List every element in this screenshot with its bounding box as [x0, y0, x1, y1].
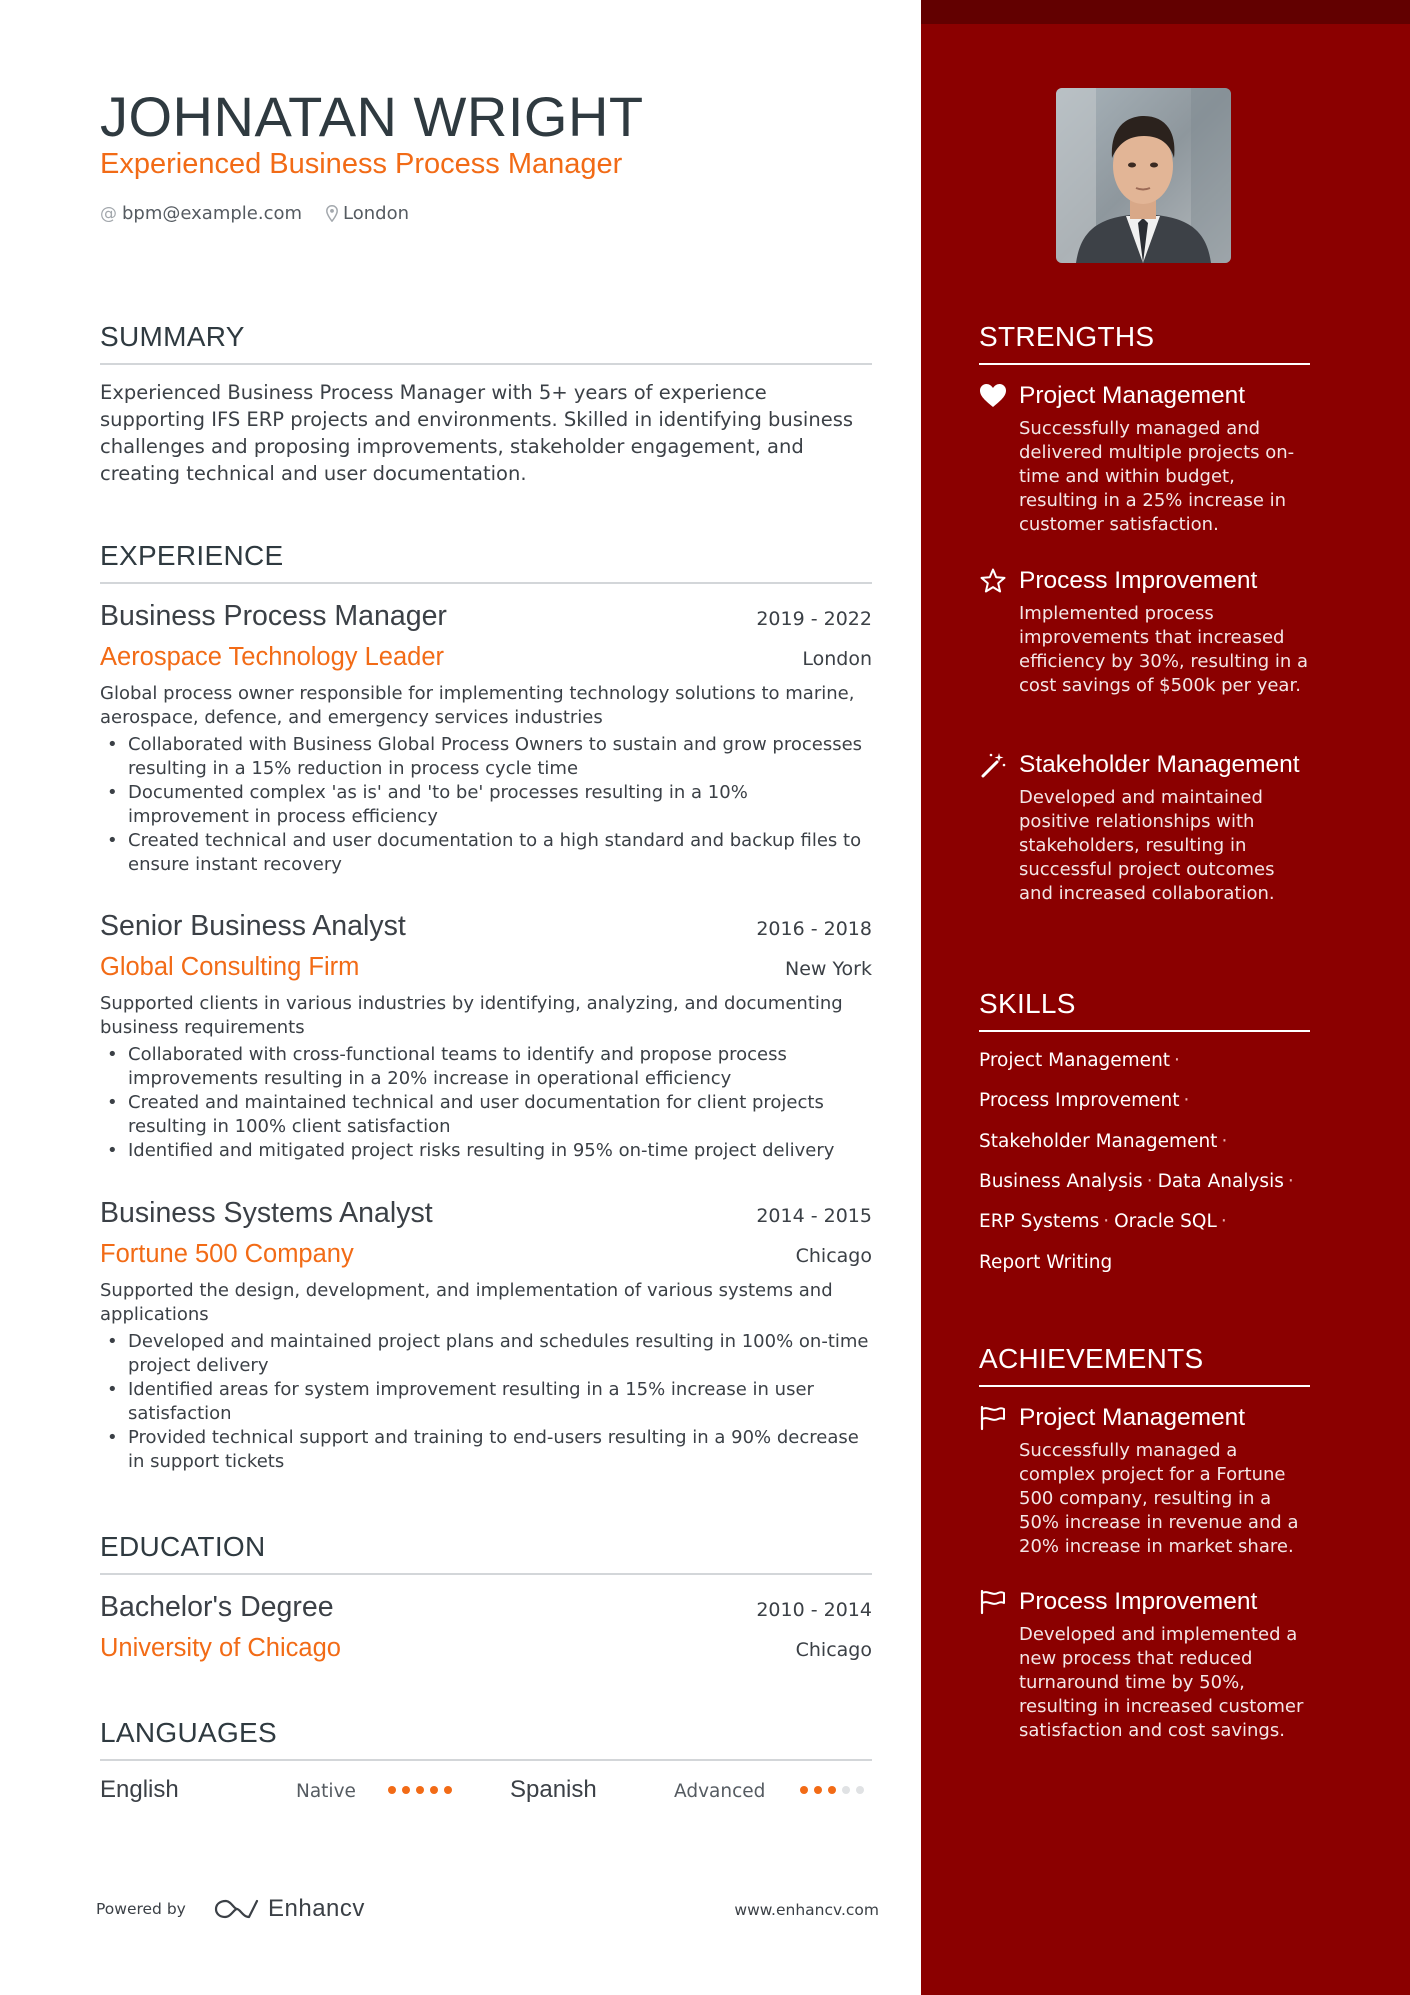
skill-line: [979, 1252, 1112, 1273]
sidebar-top-bar: [921, 0, 1410, 24]
email-text: bpm@example.com: [122, 203, 303, 224]
rating-dot-filled: [800, 1786, 808, 1794]
strength-description: Implemented process improvements that increased efficiency by 30%, resulting in a cost savings of $500k per year.: [1019, 603, 1309, 696]
experience-section: [100, 539, 872, 584]
job-title: Business Process Manager: [100, 600, 447, 632]
skill-line: [979, 1050, 1185, 1071]
strengths-title: STRENGTHS: [979, 321, 1155, 352]
skill-separator: ·: [1220, 1211, 1227, 1232]
language-rating: [388, 1786, 458, 1794]
job-bullets: [100, 733, 872, 877]
job-entry: [100, 599, 872, 877]
section-divider: [979, 363, 1310, 365]
skill-line: [979, 1171, 1299, 1192]
job-title: Business Systems Analyst: [100, 1197, 433, 1229]
skill-line: [979, 1090, 1194, 1111]
section-divider: [100, 363, 872, 365]
strength-title: Stakeholder Management: [1019, 751, 1300, 778]
strengths-list: [979, 381, 1310, 904]
job-location: New York: [784, 958, 872, 980]
candidate-headline: Experienced Business Process Manager: [100, 148, 623, 180]
strength-title: Process Improvement: [1019, 567, 1258, 594]
enhancv-logo-icon: [214, 1897, 260, 1921]
flag-icon: [979, 1404, 1007, 1432]
job-location: London: [802, 648, 872, 670]
rating-dot-filled: [430, 1786, 438, 1794]
job-bullet: • Identified areas for system improvement resulting in a 15% increase in user satisfaction: [100, 1378, 872, 1426]
languages-title: LANGUAGES: [100, 1717, 277, 1748]
experience-title: EXPERIENCE: [100, 540, 284, 571]
summary-title: SUMMARY: [100, 321, 245, 352]
email-contact[interactable]: [100, 203, 302, 224]
school-name: University of Chicago: [100, 1634, 341, 1662]
job-bullet: • Created and maintained technical and user documentation for client projects resulting in 100% client satisfaction: [100, 1091, 872, 1139]
skill-separator: ·: [1146, 1171, 1153, 1192]
job-bullet: • Developed and maintained project plans and schedules resulting in 100% on-time project delivery: [100, 1330, 872, 1378]
footer: [96, 1895, 879, 1925]
achievement-description: Developed and implemented a new process that reduced turnaround time by 50%, resulting in increased customer satisfaction and cost savings.: [1019, 1624, 1304, 1741]
brand-name: Enhancv: [268, 1895, 365, 1922]
powered-by-text: Powered by: [96, 1900, 186, 1918]
skill-tag: Process Improvement: [979, 1090, 1180, 1111]
achievements-list: [979, 1403, 1310, 1741]
sidebar: [921, 0, 1410, 1995]
job-dates: 2019 - 2022: [756, 608, 872, 630]
skills-title: SKILLS: [979, 988, 1076, 1019]
strength-item: [979, 750, 1310, 906]
job-bullet: • Created technical and user documentation to a high standard and backup files to ensure instant recovery: [100, 829, 872, 877]
heart-icon: [979, 382, 1007, 410]
language-name: English: [100, 1776, 179, 1803]
skill-separator: ·: [1183, 1090, 1190, 1111]
section-divider: [979, 1385, 1310, 1387]
language-name: Spanish: [510, 1776, 597, 1803]
skill-tag: Stakeholder Management: [979, 1131, 1218, 1152]
job-entry: [100, 909, 872, 1163]
achievement-item: [979, 1403, 1310, 1559]
contact-info: [100, 203, 433, 224]
language-rating: [800, 1786, 870, 1794]
job-dates: 2016 - 2018: [756, 918, 872, 940]
skill-tag: Project Management: [979, 1050, 1171, 1071]
skill-separator: ·: [1221, 1131, 1228, 1152]
strength-description: Developed and maintained positive relationships with stakeholders, resulting in successful project outcomes and increased collaboration.: [1019, 787, 1275, 904]
achievement-item: [979, 1587, 1310, 1743]
job-bullets: [100, 1330, 872, 1474]
education-title: EDUCATION: [100, 1531, 266, 1562]
job-location: Chicago: [795, 1245, 872, 1267]
job-description: Supported clients in various industries by identifying, analyzing, and documenting business requirements: [100, 993, 843, 1038]
job-company: Fortune 500 Company: [100, 1240, 354, 1268]
job-title: Senior Business Analyst: [100, 910, 406, 942]
achievements-title: ACHIEVEMENTS: [979, 1343, 1204, 1374]
location-text: London: [343, 203, 410, 224]
job-bullet: • Documented complex 'as is' and 'to be' processes resulting in a 10% improvement in process efficiency: [100, 781, 872, 829]
summary-section: [100, 320, 872, 487]
section-divider: [979, 1030, 1310, 1032]
flag-icon: [979, 1588, 1007, 1616]
education-dates: 2010 - 2014: [756, 1599, 872, 1621]
skill-separator: ·: [1174, 1050, 1180, 1071]
skills-list: [979, 1050, 1310, 1273]
language-item: [510, 1776, 872, 1804]
rating-dot-filled: [402, 1786, 410, 1794]
skill-separator: ·: [1287, 1171, 1294, 1192]
achievement-title: Project Management: [1019, 1404, 1246, 1431]
language-item: [100, 1776, 460, 1804]
candidate-name: JOHNATAN WRIGHT: [100, 85, 644, 148]
education-section: [100, 1530, 872, 1575]
skill-tag: Oracle SQL: [1114, 1211, 1217, 1232]
strength-title: Project Management: [1019, 382, 1246, 409]
education-location: Chicago: [795, 1639, 872, 1661]
strength-item: [979, 566, 1310, 698]
job-company: Aerospace Technology Leader: [100, 643, 445, 671]
rating-dot-empty: [842, 1786, 850, 1794]
job-bullet: • Provided technical support and training to end-users resulting in a 90% decrease in support tickets: [100, 1426, 872, 1474]
section-divider: [100, 1759, 872, 1761]
rating-dot-filled: [444, 1786, 452, 1794]
magic-wand-icon: [979, 751, 1007, 779]
summary-text: Experienced Business Process Manager with 5+ years of experience supporting IFS ERP projects and environments. Skilled in identifying business challenges and proposing improvements, stakeholder engagement, and creating technical and user documentation.: [100, 381, 854, 485]
job-bullets: [100, 1043, 872, 1163]
strength-item: [979, 381, 1310, 537]
achievement-description: Successfully managed a complex project for a Fortune 500 company, resulting in a 50% increase in revenue and a 20% increase in market share.: [1019, 1440, 1299, 1557]
location-pin-icon: [326, 205, 338, 222]
job-bullet: • Collaborated with Business Global Process Owners to sustain and grow processes resulting in a 15% reduction in process cycle time: [100, 733, 872, 781]
job-description: Supported the design, development, and implementation of various systems and applications: [100, 1280, 833, 1325]
job-bullet: • Identified and mitigated project risks resulting in 95% on-time project delivery: [100, 1139, 872, 1163]
website-link[interactable]: www.enhancv.com: [734, 1901, 879, 1919]
achievements-section: [979, 1342, 1310, 1387]
languages-section: [100, 1716, 872, 1761]
skill-tag: Report Writing: [979, 1252, 1113, 1273]
strengths-section: [979, 320, 1310, 365]
at-icon: @: [100, 203, 117, 224]
job-description: Global process owner responsible for implementing technology solutions to marine, aerospace, defence, and emergency services industries: [100, 683, 855, 728]
rating-dot-filled: [828, 1786, 836, 1794]
education-entry: [100, 1590, 872, 1664]
job-entry: [100, 1196, 872, 1474]
strength-description: Successfully managed and delivered multiple projects on-time and within budget, resulting in a 25% increase in customer satisfaction.: [1019, 418, 1295, 535]
skill-separator: ·: [1103, 1211, 1110, 1232]
skill-tag: Business Analysis: [979, 1171, 1143, 1192]
location-contact: [326, 203, 409, 224]
job-company: Global Consulting Firm: [100, 953, 360, 981]
profile-photo: [1056, 88, 1231, 263]
skill-tag: ERP Systems: [979, 1211, 1100, 1232]
section-divider: [100, 582, 872, 584]
job-bullet: • Collaborated with cross-functional teams to identify and propose process improvements resulting in a 20% increase in operational efficiency: [100, 1043, 872, 1091]
skill-line: [979, 1131, 1232, 1152]
language-level: Native: [296, 1781, 356, 1802]
rating-dot-filled: [416, 1786, 424, 1794]
achievement-title: Process Improvement: [1019, 1588, 1258, 1615]
skill-line: [979, 1211, 1232, 1232]
section-divider: [100, 1573, 872, 1575]
skills-section: [979, 987, 1310, 1032]
skill-tag: Data Analysis: [1157, 1171, 1284, 1192]
language-level: Advanced: [674, 1781, 766, 1802]
enhancv-logo[interactable]: [214, 1895, 365, 1923]
rating-dot-filled: [814, 1786, 822, 1794]
rating-dot-filled: [388, 1786, 396, 1794]
rating-dot-empty: [856, 1786, 864, 1794]
degree: Bachelor's Degree: [100, 1591, 334, 1623]
job-dates: 2014 - 2015: [756, 1205, 872, 1227]
star-icon: [979, 567, 1007, 595]
